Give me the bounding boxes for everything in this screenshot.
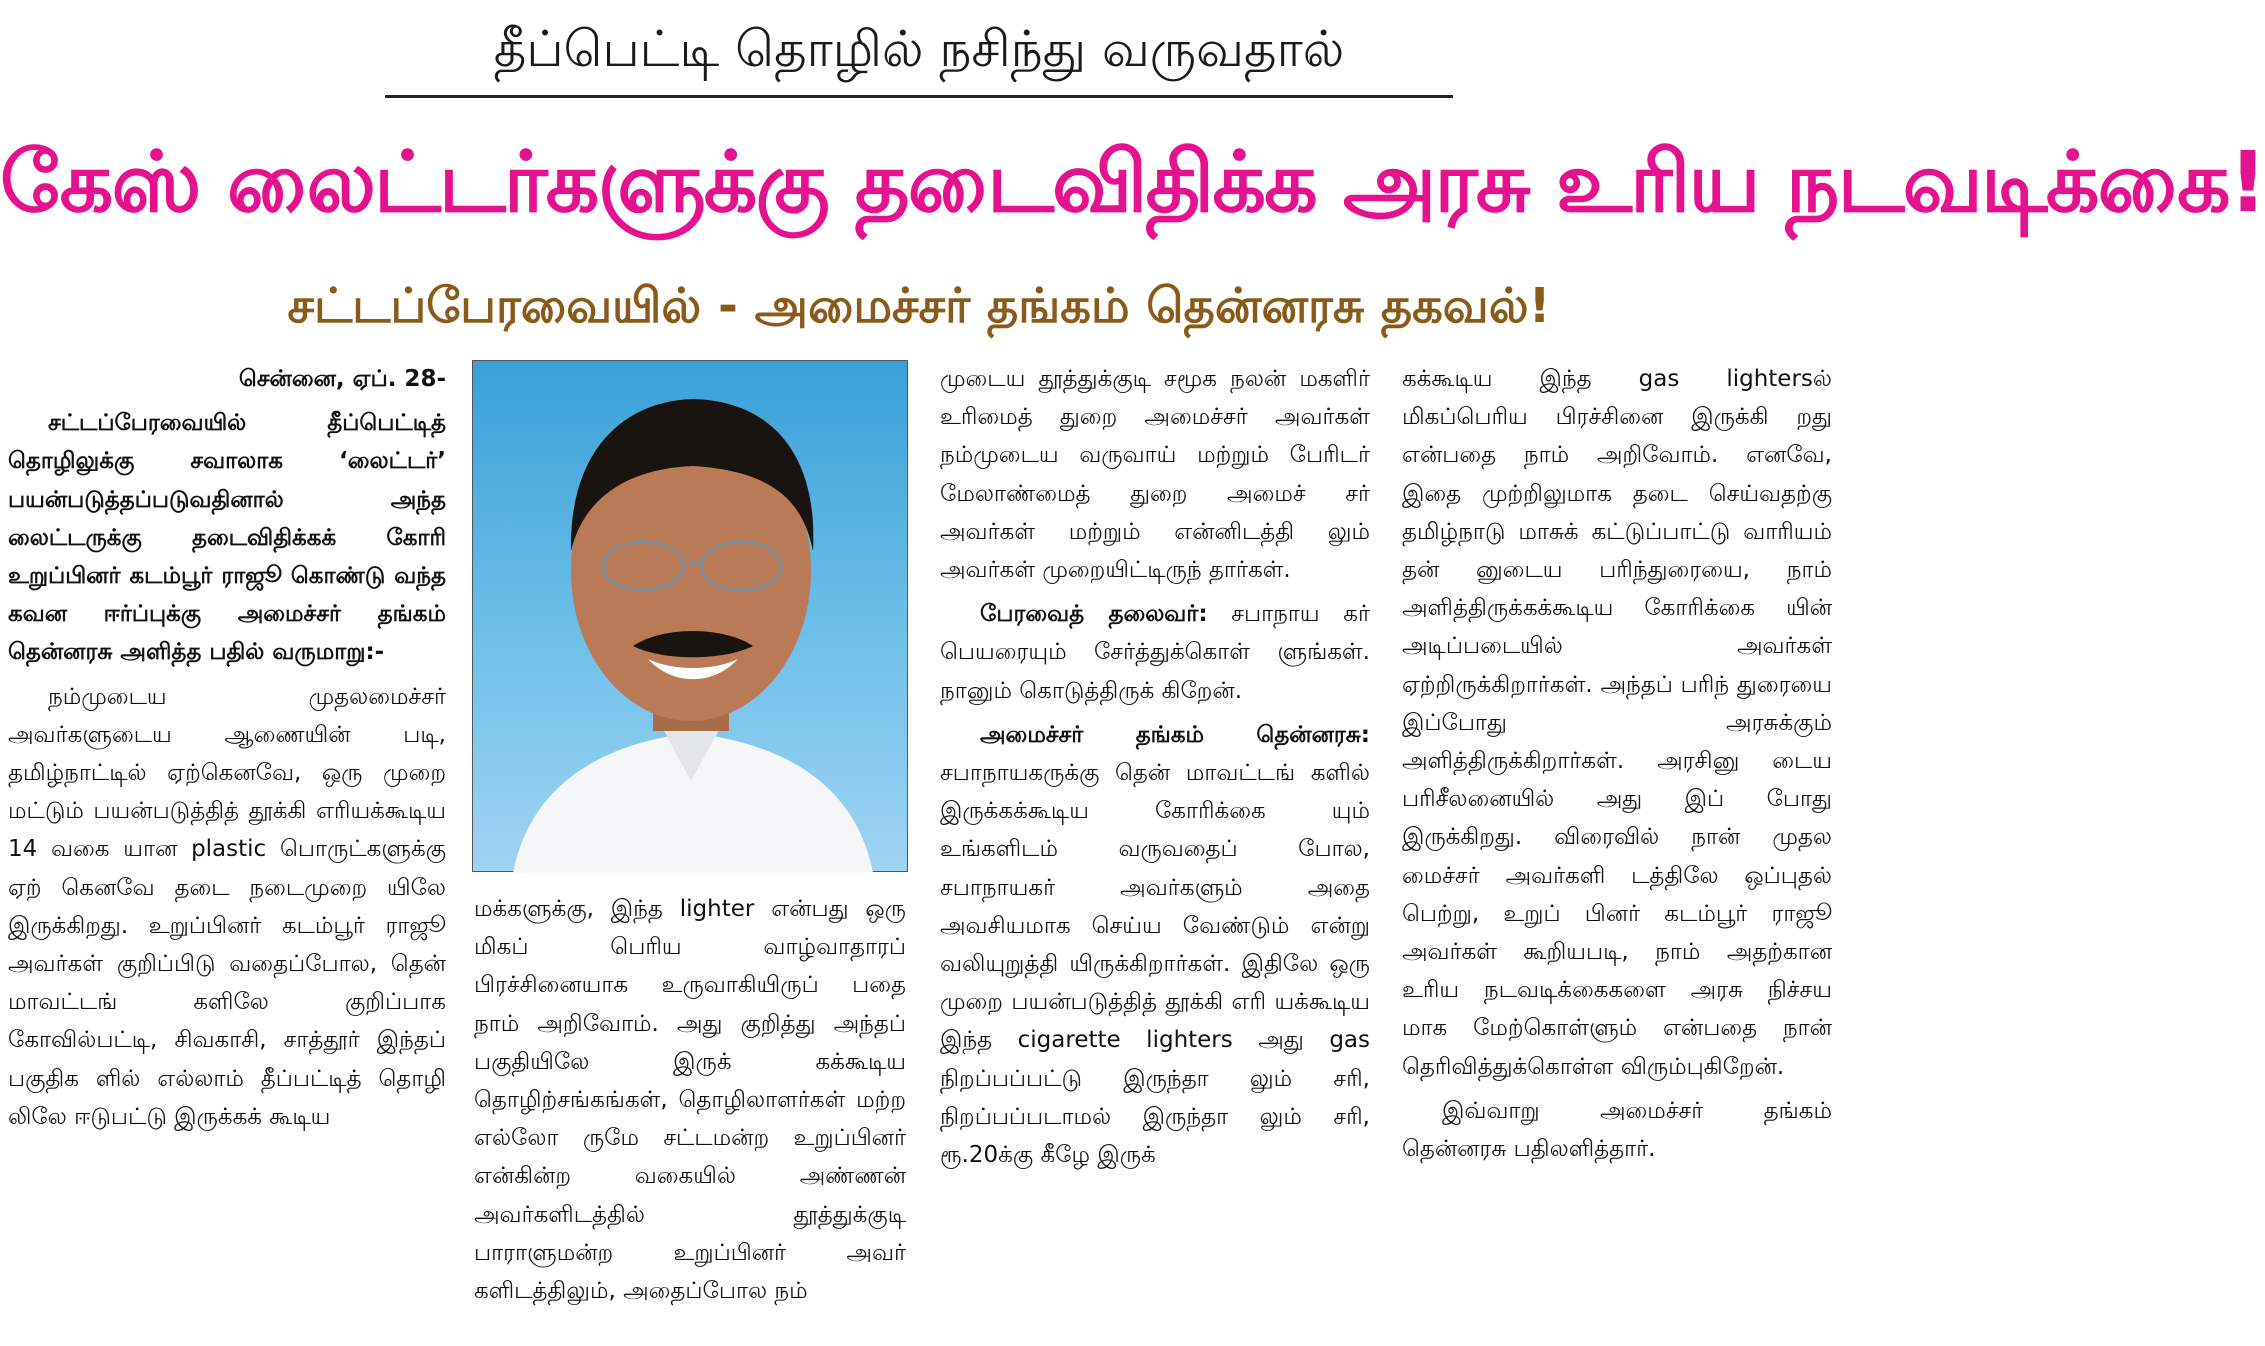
speaker-text: சபாநாய கர் பெயரையும் சேர்த்துக்கொள் ளுங்கள். நானும் கொடுத்திருக் கிறேன். xyxy=(940,601,1370,704)
minister-photo xyxy=(472,360,908,872)
column-3 xyxy=(940,360,1370,1342)
column-2-body: மக்களுக்கு, இந்த lighter என்பது ஒரு மிகப் பெரிய வாழ்வாதாரப் பிரச்சினையாக உருவாகியிருப் பதை நாம் அறிவோம். அது குறித்து அந்தப் பகுதியிலே இருக் கக்கூடிய தொழிற்சங்கங்கள், தொழிலாளர்கள் மற்ற எல்லோ ருமே சட்டமன்ற உறுப்பினர் என்கின்ற வகையில் அண்ணன் அவர்களிடத்தில் தூத்துக்குடி பாராளுமன்ற உறுப்பினர் அவர் களிடத்திலும், அதைப்போல நம் xyxy=(474,896,906,1305)
portrait-illustration xyxy=(473,361,909,873)
article-intro: சட்டப்பேரவையில் தீப்பெட்டித் தொழிலுக்கு சவாலாக ‘லைட்டர்’ பயன்படுத்தப்படுவதினால் அந்த லைட்டருக்கு தடைவிதிக்கக் கோரி உறுப்பினர் கடம்பூர் ராஜூ கொண்டு வந்த கவன ஈர்ப்புக்கு அமைச்சர் தங்கம் தென்னரசு அளித்த பதில் வருமாறு:- xyxy=(8,410,446,666)
column-4-body: கக்கூடிய இந்த gas lightersல் மிகப்பெரிய பிரச்சினை இருக்கி றது என்பதை நாம் அறிவோம். எனவே, இதை முற்றிலுமாக தடை செய்வதற்கு தமிழ்நாடு மாசுக் கட்டுப்பாட்டு வாரியம் தன் னுடைய பரிந்துரையை, நாம் அளித்திருக்கக்கூடிய கோரிக்கை யின் அடிப்படையில் அவர்கள் ஏற்றிருக்கிறார்கள். அந்தப் பரிந் துரையை இப்போது அரசுக்கும் அளித்திருக்கிறார்கள். அரசினு டைய பரிசீலனையில் அது இப் போது இருக்கிறது. விரைவில் நான் முதல மைச்சர் அவர்களி டத்திலே ஒப்புதல் பெற்று, உறுப் பினர் கடம்பூர் ராஜூ அவர்கள் கூறியபடி, நாம் அதற்கான உரிய நடவடிக்கைகளை அரசு நிச்சய மாக மேற்கொள்ளும் என்பதை நான் தெரிவித்துக்கொள்ள விரும்புகிறேன். xyxy=(1402,366,1832,1080)
minister-paragraph xyxy=(940,716,1370,1174)
speaker-label: பேரவைத் தலைவர்: xyxy=(980,601,1208,628)
closing-line: இவ்வாறு அமைச்சர் தங்கம் தென்னரசு பதிலளித்தார். xyxy=(1402,1097,1832,1163)
speaker-paragraph xyxy=(940,595,1370,710)
column-1 xyxy=(8,360,446,1342)
dateline: சென்னை, ஏப். 28- xyxy=(238,366,446,392)
kicker-headline: தீப்பெட்டி தொழில் நசிந்து வருவதால் xyxy=(385,8,1453,98)
column-2 xyxy=(474,890,906,1342)
column-1-body: நம்முடைய முதலமைச்சர் அவர்களுடைய ஆணையின் படி, தமிழ்நாட்டில் ஏற்கெனவே, ஒரு முறை மட்டும் பயன்படுத்தித் தூக்கி எரியக்கூடிய 14 வகை யான plastic பொருட்களுக்கு ஏற் கெனவே தடை நடைமுறை யிலே இருக்கிறது. உறுப்பினர் கடம்பூர் ராஜூ அவர்கள் குறிப்பிடு வதைப்போல, தென் மாவட்டங் களிலே குறிப்பாக கோவில்பட்டி, சிவகாசி, சாத்தூர் இந்தப் பகுதிக ளில் எல்லாம் தீப்பட்டித் தொழி லிலே ஈடுபட்டு இருக்கக் கூடிய xyxy=(8,683,446,1130)
column-3-body: முடைய தூத்துக்குடி சமூக நலன் மகளிர் உரிமைத் துறை அமைச்சர் அவர்கள் நம்முடைய வருவாய் மற்றும் பேரிடர் மேலாண்மைத் துறை அமைச் சர் அவர்கள் மற்றும் என்னிடத்தி லும் அவர்கள் முறையிட்டிருந் தார்கள். xyxy=(940,366,1370,584)
column-4 xyxy=(1402,360,1832,1342)
sub-headline: சட்டப்பேரவையில் - அமைச்சர் தங்கம் தென்னரசு தகவல்! xyxy=(287,278,1551,334)
main-headline: கேஸ் லைட்டர்களுக்கு தடைவிதிக்க அரசு உரிய நடவடிக்கை! xyxy=(0,133,2265,231)
minister-label: அமைச்சர் தங்கம் தென்னரசு: xyxy=(980,721,1370,748)
minister-text: சபாநாயகருக்கு தென் மாவட்டங் களில் இருக்கக்கூடிய கோரிக்கை யும் உங்களிடம் வருவதைப் போல, சபாநாயகர் அவர்களும் அதை அவசியமாக செய்ய வேண்டும் என்று வலியுறுத்தி யிருக்கிறார்கள். இதிலே ஒரு முறை பயன்படுத்தித் தூக்கி எரி யக்கூடிய இந்த cigarette lighters அது gas நிறப்பப்பட்டு இருந்தா லும் சரி, நிறப்பப்படாமல் இருந்தா லும் சரி, ரூ.20க்கு கீழே இருக் xyxy=(940,760,1370,1169)
